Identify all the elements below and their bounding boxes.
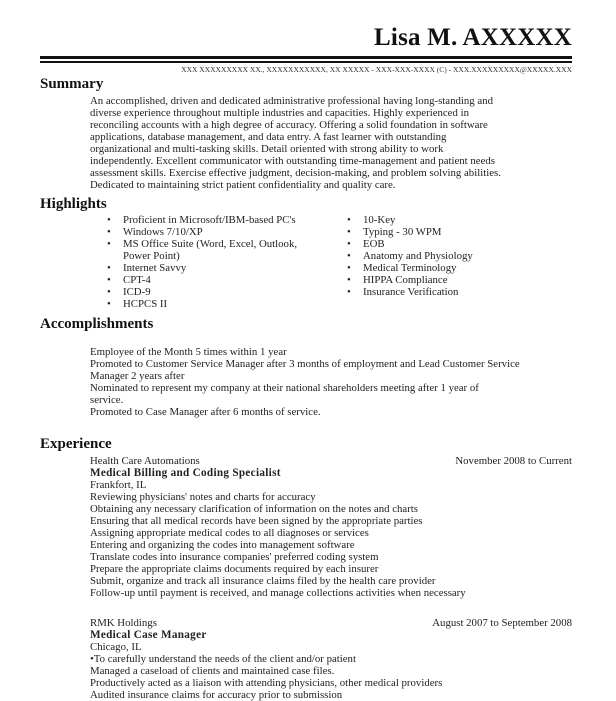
highlight-item <box>347 262 473 274</box>
summary-line: An accomplished, driven and dedicated administrative professional having long-standing and <box>90 95 493 107</box>
highlight-item <box>347 274 473 286</box>
highlight-text-continuation: Power Point) <box>123 250 180 262</box>
job-title: Medical Billing and Coding Specialist <box>90 467 281 479</box>
accomplishment-line: Promoted to Customer Service Manager after 3 months of employment and Lead Customer Service <box>90 358 520 370</box>
highlight-text: ICD-9 <box>123 286 151 298</box>
highlight-item <box>347 238 473 250</box>
job-duty: •To carefully understand the needs of the client and/or patient <box>90 653 356 665</box>
accomplishment-line: service. <box>90 394 124 406</box>
highlight-item <box>107 226 297 238</box>
highlight-item <box>107 298 297 310</box>
highlights-right-list <box>347 214 473 298</box>
contact-line: XXX XXXXXXXXX XX., XXXXXXXXXXX, XX XXXXX - XXX-XXX-XXXX (C) - XXX.XXXXXXXXX@XXXXX.XXX <box>181 65 572 74</box>
highlight-text: Windows 7/10/XP <box>123 226 203 238</box>
accomplishment-line: Employee of the Month 5 times within 1 year <box>90 346 287 358</box>
highlight-text: MS Office Suite (Word, Excel, Outlook, <box>123 238 298 250</box>
accomplishment-line: Promoted to Case Manager after 6 months of service. <box>90 406 321 418</box>
highlight-item <box>347 250 473 262</box>
job-dates: November 2008 to Current <box>455 455 572 467</box>
highlight-item <box>107 274 297 286</box>
highlights-heading: Highlights <box>40 196 107 212</box>
highlight-text: Insurance Verification <box>363 286 459 298</box>
highlight-item <box>107 286 297 298</box>
job-duty: Follow-up until payment is received, and manage collections activities when necessary <box>90 587 466 599</box>
summary-line: diverse experience throughout multiple industries and capacities. Highly experienced in <box>90 107 469 119</box>
summary-line: organizational and multi-tasking skills. Detail oriented with strong ability to work <box>90 143 444 155</box>
job-duty: Assigning appropriate medical codes to all diagnoses or services <box>90 527 369 539</box>
summary-heading: Summary <box>40 76 104 92</box>
job-duty: Ensuring that all medical records have been signed by the appropriate parties <box>90 515 423 527</box>
job-duty: Entering and organizing the codes into management software <box>90 539 355 551</box>
job-duty: Productively acted as a liaison with attending physicians, other medical providers <box>90 677 443 689</box>
highlight-text: EOB <box>363 238 385 250</box>
highlight-text: Anatomy and Physiology <box>363 250 473 262</box>
highlight-item <box>107 214 297 226</box>
accomplishment-line: Nominated to represent my company at their national shareholders meeting after 1 year of <box>90 382 479 394</box>
company-name: Health Care Automations <box>90 455 200 467</box>
job-title: Medical Case Manager <box>90 629 207 641</box>
summary-line: independently. Excellent communicator with outstanding time-management and patient needs <box>90 155 495 167</box>
job-duty: Submit, organize and track all insurance claims filed by the health care provider <box>90 575 436 587</box>
job-entry <box>90 455 572 599</box>
highlight-text: Proficient in Microsoft/IBM-based PC's <box>123 214 296 226</box>
highlight-text: 10-Key <box>363 214 396 226</box>
job-duty: Translate codes into insurance companies' preferred coding system <box>90 551 379 563</box>
job-duty: Audited insurance claims for accuracy prior to submission <box>90 689 343 701</box>
job-location: Frankfort, IL <box>90 479 147 491</box>
highlight-text: HIPPA Compliance <box>363 274 448 286</box>
job-header <box>90 455 572 467</box>
accomplishments-heading: Accomplishments <box>40 316 154 332</box>
job-entry <box>90 617 572 701</box>
summary-line: assessment skills. Exercise effective judgment, decision-making, and problem solving abilities. <box>90 167 501 179</box>
highlight-item <box>347 214 473 226</box>
company-name: RMK Holdings <box>90 617 157 629</box>
job-duty: Managed a caseload of clients and maintained case files. <box>90 665 335 677</box>
summary-line: reconciling accounts with a high degree of accuracy. Offering a solid foundation in software <box>90 119 488 131</box>
header-rule-thick <box>40 56 572 59</box>
highlight-item <box>347 286 473 298</box>
candidate-name: Lisa M. AXXXXX <box>374 24 572 51</box>
highlight-text: Medical Terminology <box>363 262 457 274</box>
job-duty: Obtaining any necessary clarification of information on the notes and charts <box>90 503 418 515</box>
job-duty: Reviewing physicians' notes and charts for accuracy <box>90 491 316 503</box>
job-duty: Prepare the appropriate claims documents required by each insurer <box>90 563 379 575</box>
job-dates: August 2007 to September 2008 <box>432 617 572 629</box>
highlights-left-list <box>107 214 297 310</box>
highlight-text: Typing - 30 WPM <box>363 226 442 238</box>
highlight-item <box>347 226 473 238</box>
experience-heading: Experience <box>40 436 112 452</box>
highlight-text: Internet Savvy <box>123 262 187 274</box>
header-rule-thin <box>40 61 572 63</box>
accomplishments-text <box>90 346 520 418</box>
accomplishment-line: Manager 2 years after <box>90 370 185 382</box>
job-header <box>90 617 572 629</box>
summary-line: Dedicated to maintaining strict patient confidentiality and quality care. <box>90 179 396 191</box>
highlight-text: CPT-4 <box>123 274 151 286</box>
summary-line: applications, database management, and data entry. A fast learner with outstanding <box>90 131 447 143</box>
highlight-item <box>107 262 297 274</box>
summary-text <box>90 95 501 191</box>
highlight-text: HCPCS II <box>123 298 168 310</box>
highlight-item <box>107 238 297 262</box>
job-location: Chicago, IL <box>90 641 142 653</box>
